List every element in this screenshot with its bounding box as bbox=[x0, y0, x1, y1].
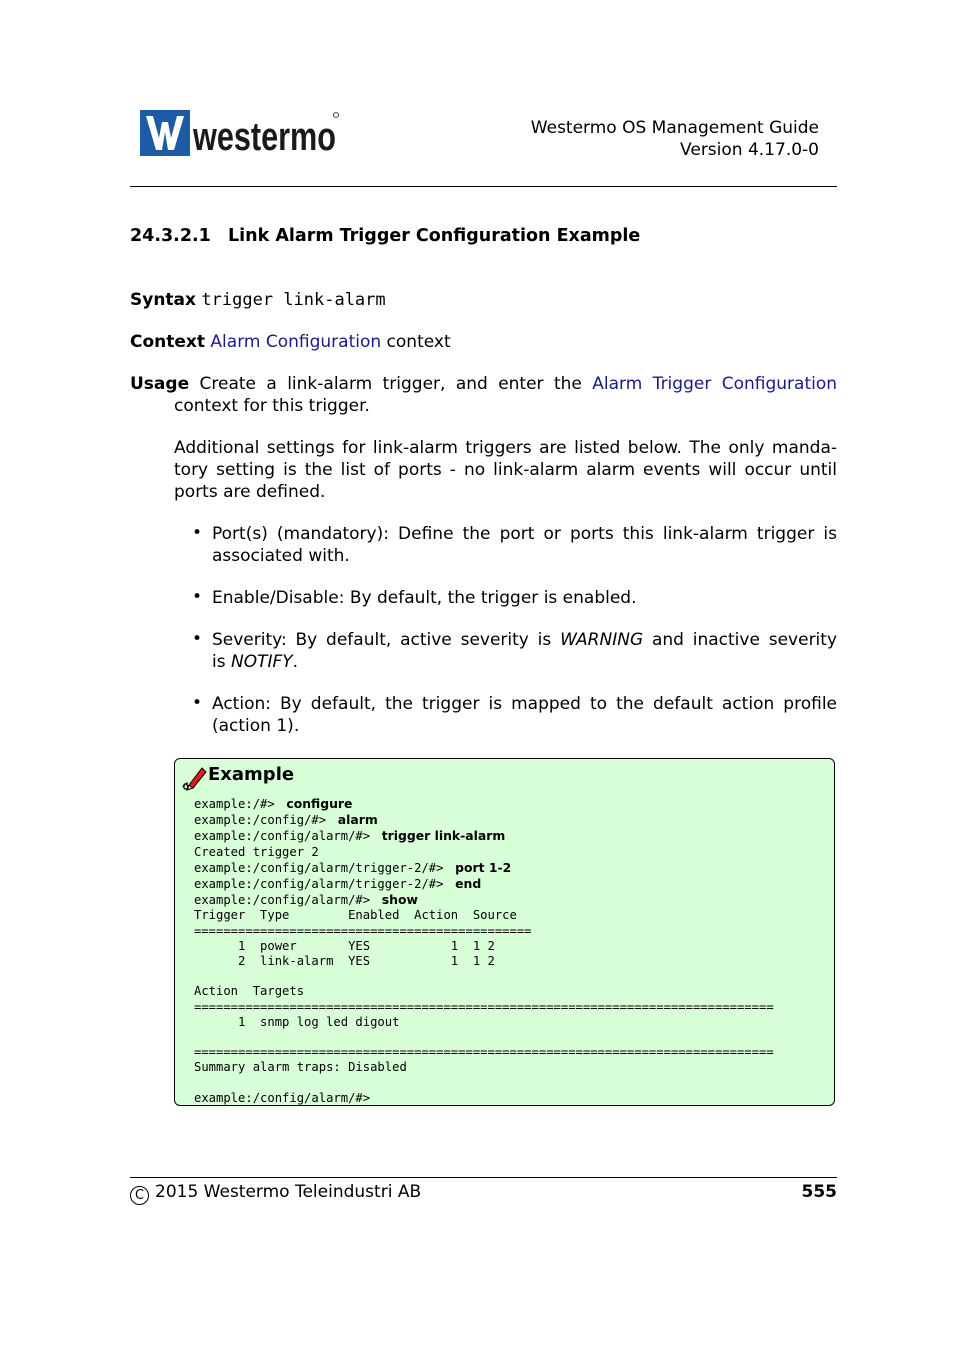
svg-text:westermo: westermo bbox=[192, 115, 336, 159]
code-prompt: example:/config/alarm/#> bbox=[194, 893, 378, 908]
code-prompt: example:/#> bbox=[194, 797, 283, 811]
context-label: Context bbox=[130, 332, 206, 352]
bullet-severity-line-2 bbox=[212, 651, 837, 673]
context-suffix: context bbox=[386, 332, 451, 352]
copyright-icon: C bbox=[130, 1186, 149, 1205]
code-line bbox=[194, 969, 774, 984]
severity-text: Severity: By default, active severity is bbox=[212, 630, 561, 650]
bullet-ports-line-1: Port(s) (mandatory): Define the port or ports this link-alarm trigger is bbox=[212, 524, 837, 544]
code-prompt: example:/config/alarm/trigger-2/#> bbox=[194, 877, 451, 892]
example-title: Example bbox=[208, 764, 295, 785]
bullet-dot: • bbox=[192, 587, 203, 607]
code-line bbox=[194, 876, 774, 892]
code-prompt: Action Targets bbox=[194, 984, 305, 999]
bullet-ports-line-2: associated with. bbox=[212, 546, 350, 566]
code-prompt bbox=[194, 969, 201, 983]
usage-paragraph-line-3: ports are defined. bbox=[174, 482, 326, 502]
code-prompt: 2 link-alarm YES 1 1 2 bbox=[194, 954, 495, 969]
severity-notify: NOTIFY bbox=[230, 652, 293, 672]
code-prompt: example:/config/alarm/#> bbox=[194, 1090, 371, 1105]
alarm-trigger-configuration-link[interactable]: Alarm Trigger Configuration bbox=[592, 374, 838, 394]
footer-divider bbox=[130, 1177, 837, 1178]
severity-warning: WARNING bbox=[560, 630, 644, 650]
pen-icon bbox=[180, 763, 208, 791]
section-number: 24.3.2.1 bbox=[130, 226, 211, 246]
code-prompt: example:/config/#> bbox=[194, 813, 334, 828]
code-line bbox=[194, 812, 774, 828]
usage-paragraph-line-1: Additional settings for link-alarm triggers are listed below. The only manda- bbox=[174, 438, 837, 458]
code-line bbox=[194, 939, 774, 954]
severity-text: . bbox=[292, 652, 299, 672]
bullet-dot: • bbox=[192, 693, 203, 713]
copyright-text: 2015 Westermo Teleindustri AB bbox=[155, 1182, 422, 1202]
example-code-block bbox=[194, 796, 774, 1106]
code-line bbox=[194, 860, 774, 876]
code-prompt: Trigger Type Enabled Action Source bbox=[194, 908, 517, 923]
code-prompt: example:/config/alarm/trigger-2/#> bbox=[194, 860, 451, 875]
alarm-configuration-link[interactable]: Alarm Configuration bbox=[210, 332, 382, 352]
severity-text: and inactive severity bbox=[643, 630, 838, 650]
page-number: 555 bbox=[801, 1182, 837, 1202]
code-prompt: Summary alarm traps: Disabled bbox=[194, 1060, 407, 1075]
code-command: end bbox=[450, 876, 482, 892]
code-line bbox=[194, 908, 774, 923]
code-line bbox=[194, 1045, 774, 1060]
code-prompt: ============================================== bbox=[194, 923, 532, 938]
code-line bbox=[194, 1076, 774, 1091]
code-line bbox=[194, 924, 774, 939]
footer-copyright bbox=[130, 1182, 421, 1205]
syntax-label: Syntax bbox=[130, 290, 196, 310]
code-line bbox=[194, 828, 774, 844]
bullet-action-line-2: (action 1). bbox=[212, 716, 300, 736]
document-title: Westermo OS Management Guide bbox=[530, 118, 819, 138]
westermo-logo bbox=[140, 110, 340, 158]
usage-text: Create a link-alarm trigger, and enter the bbox=[199, 374, 582, 394]
bullet-severity-line-1 bbox=[212, 629, 837, 651]
context-row bbox=[130, 331, 837, 353]
usage-paragraph-line-2: tory setting is the list of ports - no link-alarm alarm events will occur until bbox=[174, 460, 837, 480]
section-heading bbox=[130, 226, 640, 246]
code-line bbox=[194, 796, 774, 812]
usage-text-continued: context for this trigger. bbox=[174, 396, 370, 416]
code-prompt: =============================================================================== bbox=[194, 1045, 774, 1060]
code-line bbox=[194, 1000, 774, 1015]
code-line bbox=[194, 984, 774, 999]
code-command: trigger link-alarm bbox=[377, 828, 506, 844]
code-prompt: Created trigger 2 bbox=[194, 844, 319, 859]
code-command: port 1-2 bbox=[450, 859, 512, 875]
code-prompt: 1 power YES 1 1 2 bbox=[194, 938, 495, 953]
header-divider bbox=[130, 186, 837, 187]
code-command: alarm bbox=[333, 812, 378, 828]
code-line bbox=[194, 845, 774, 860]
code-prompt: example:/config/alarm/#> bbox=[194, 829, 378, 844]
code-line bbox=[194, 1060, 774, 1075]
usage-row bbox=[130, 373, 837, 395]
code-line bbox=[194, 954, 774, 969]
code-command: show bbox=[377, 892, 418, 908]
section-title: Link Alarm Trigger Configuration Example bbox=[228, 226, 641, 246]
code-prompt bbox=[194, 1076, 201, 1090]
syntax-row bbox=[130, 289, 837, 311]
syntax-command: trigger link-alarm bbox=[201, 290, 386, 310]
code-command: configure bbox=[282, 796, 353, 811]
bullet-dot: • bbox=[192, 629, 203, 649]
code-line bbox=[194, 892, 774, 908]
bullet-dot: • bbox=[192, 523, 203, 543]
logo-mark bbox=[140, 110, 340, 158]
bullet-action-line-1: Action: By default, the trigger is mapped to the default action profile bbox=[212, 694, 837, 714]
document-version: Version 4.17.0-0 bbox=[680, 140, 819, 160]
code-prompt bbox=[194, 1030, 201, 1044]
usage-label: Usage bbox=[130, 374, 190, 394]
bullet-enable: Enable/Disable: By default, the trigger is enabled. bbox=[212, 588, 637, 608]
document-header bbox=[531, 117, 819, 161]
code-line bbox=[194, 1091, 774, 1106]
code-prompt: 1 snmp log led digout bbox=[194, 1014, 400, 1029]
code-line bbox=[194, 1030, 774, 1045]
severity-text: is bbox=[212, 652, 231, 672]
code-prompt: =============================================================================== bbox=[194, 999, 774, 1014]
code-line bbox=[194, 1015, 774, 1030]
